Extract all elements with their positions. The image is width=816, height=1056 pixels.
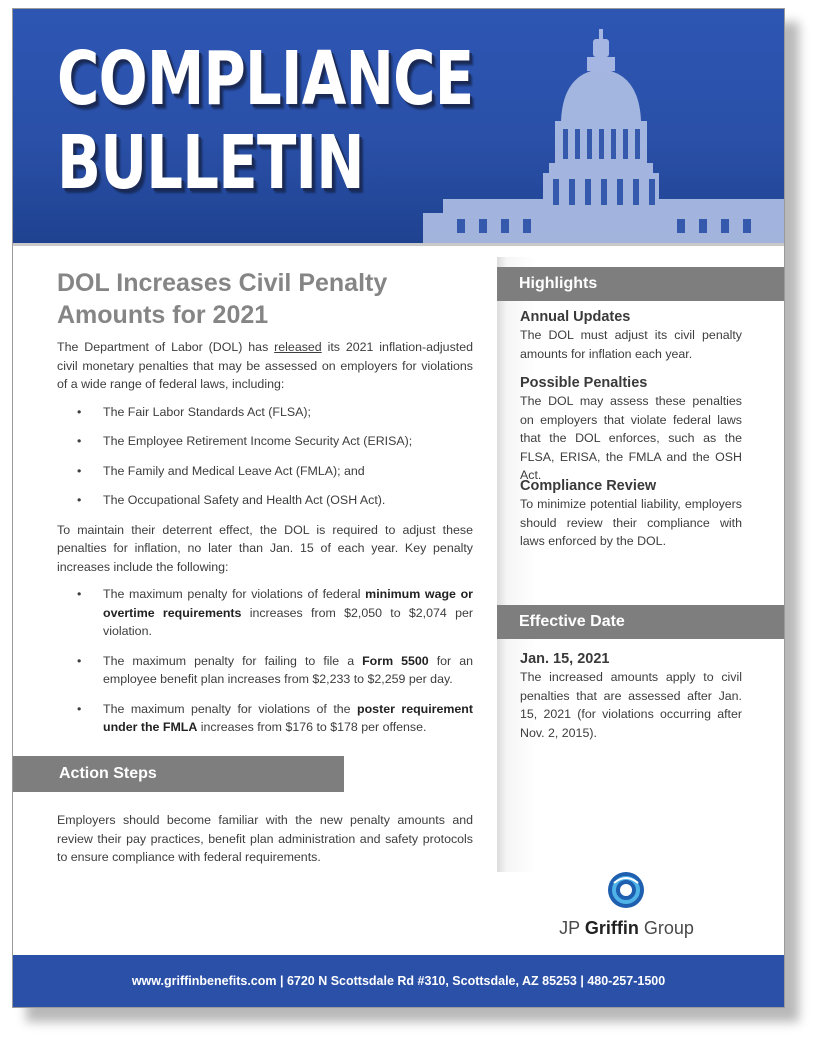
- footer-contact-bar: www.griffinbenefits.com | 6720 N Scottsdale Rd #310, Scottsdale, AZ 85253 | 480-257-1500: [13, 955, 784, 1007]
- penalty-intro-paragraph: To maintain their deterrent effect, the DOL is required to adjust these penalties for inflation, no later than Jan. 15 of each year. Key penalty increases include the following:: [57, 522, 473, 574]
- highlight-possible-penalties: [520, 374, 742, 485]
- highlights-heading: Highlights: [497, 267, 784, 301]
- released-link[interactable]: released: [274, 340, 322, 354]
- swirl-logo-icon: [607, 871, 645, 909]
- list-item: • The maximum penalty for failing to file a Form 5500 for an employee benefit plan increases from $2,233 to $2,259 per day.: [57, 652, 473, 689]
- list-item: • The maximum penalty for violations of federal minimum wage or overtime requirements increases from $2,050 to $2,074 per violation.: [57, 585, 473, 641]
- highlight-compliance-review: [520, 477, 742, 551]
- highlight-text: To minimize potential liability, employers should review their compliance with laws enforced by the DOL.: [520, 497, 742, 548]
- highlight-text: The DOL may assess these penalties on employers that violate federal laws that the DOL enforces, such as the FLSA, ERISA, the FMLA and the OSH Act.: [520, 394, 742, 482]
- highlight-title: Possible Penalties: [520, 375, 648, 391]
- article-title-line1: DOL Increases Civil Penalty: [57, 269, 388, 297]
- banner-title-line1: COMPLIANCE: [57, 36, 474, 122]
- effective-date-section: [520, 650, 742, 742]
- intro-paragraph: [57, 338, 473, 394]
- penalty-increases-list: [57, 585, 473, 737]
- article-column: [57, 267, 473, 748]
- list-item: • The Family and Medical Leave Act (FMLA); and: [57, 462, 473, 481]
- list-item: • The Employee Retirement Income Security Act (ERISA);: [57, 432, 473, 451]
- list-item: • The Fair Labor Standards Act (FLSA);: [57, 403, 473, 422]
- intro-text-end: its 2021 inflation-adjusted civil monetary penalties that may be assessed on employers for violations of a wide range of federal laws, including:: [57, 340, 473, 391]
- list-item: • The maximum penalty for violations of the poster requirement under the FMLA increases from $176 to $178 per offense.: [57, 700, 473, 737]
- highlight-text: The DOL must adjust its civil penalty amounts for inflation each year.: [520, 328, 742, 361]
- logo-wordmark: JP Griffin Group: [559, 918, 694, 938]
- highlight-title: Compliance Review: [520, 478, 657, 494]
- laws-list: [57, 403, 473, 510]
- highlight-annual-updates: [520, 308, 742, 363]
- jp-griffin-logo: [559, 871, 694, 943]
- intro-text-start: The Department of Labor (DOL) has: [57, 340, 275, 354]
- highlight-title: Annual Updates: [520, 309, 631, 325]
- article-title-line2: Amounts for 2021: [57, 301, 269, 329]
- action-steps-text: Employers should become familiar with the new penalty amounts and review their pay practices, benefit plan administration and safety protocols to ensure compliance with federal requirements.: [57, 813, 473, 864]
- effective-date-heading: Effective Date: [497, 605, 784, 639]
- list-item: • The Occupational Safety and Health Act (OSH Act).: [57, 491, 473, 510]
- action-steps-heading: Action Steps: [13, 756, 344, 792]
- capitol-building-image: [423, 29, 784, 243]
- effective-date-value: Jan. 15, 2021: [520, 651, 610, 667]
- article-title: [57, 267, 473, 331]
- effective-date-text: The increased amounts apply to civil penalties that are assessed after Jan. 15, 2021 (for violations occurring after Nov. 2, 2015).: [520, 670, 742, 740]
- header-banner: [13, 9, 784, 243]
- banner-divider: [13, 243, 784, 246]
- banner-title-line2: BULLETIN: [57, 120, 364, 206]
- bulletin-page: [12, 8, 785, 1008]
- banner-title: [57, 37, 473, 205]
